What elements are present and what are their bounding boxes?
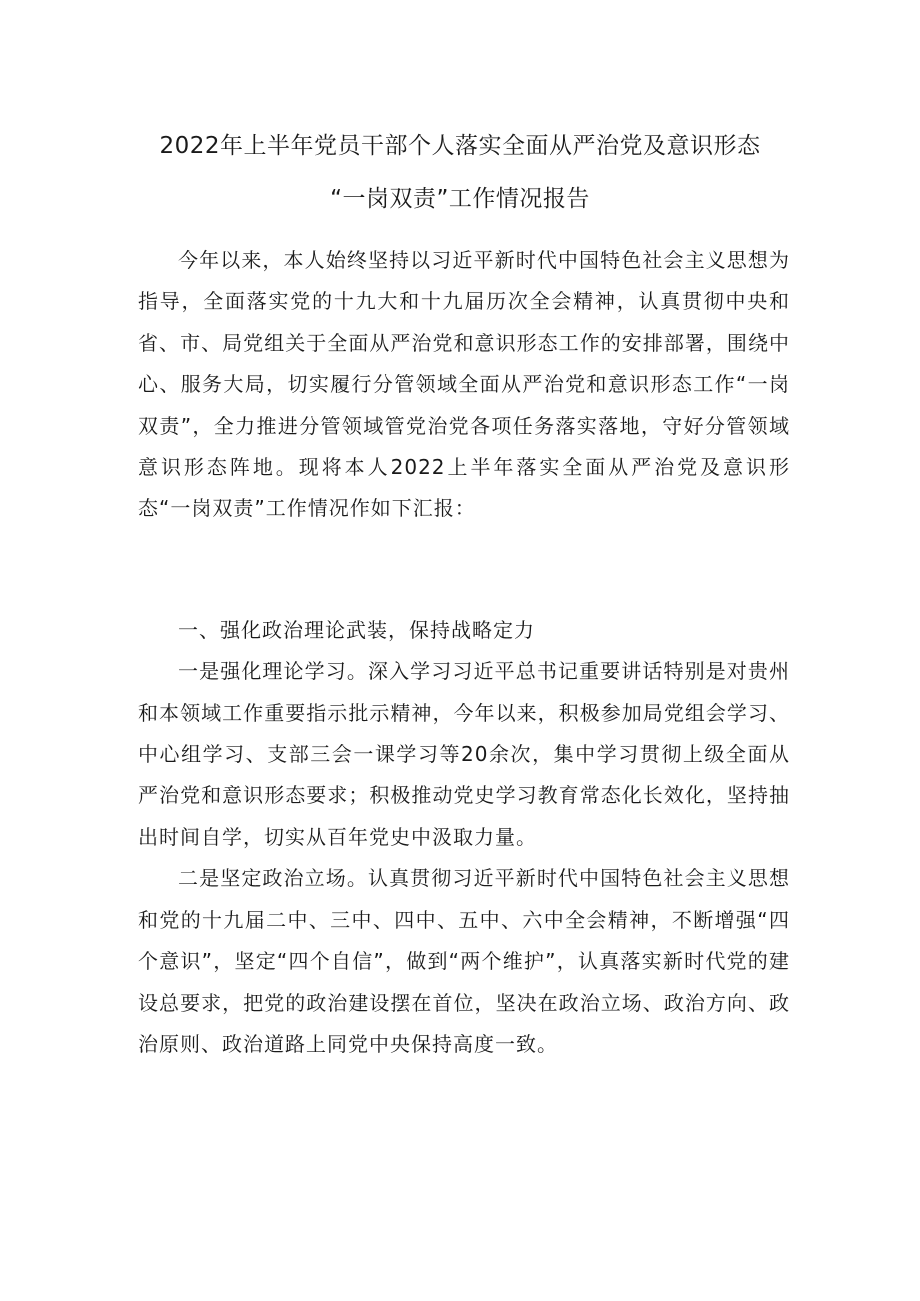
document-title-line-2: “一岗双责”工作情况报告	[330, 186, 590, 212]
document-title-line-1: 2022年上半年党员干部个人落实全面从严治党及意识形态	[159, 133, 761, 159]
section-heading: 一、强化政治理论武装，保持战略定力	[178, 617, 535, 642]
paragraph-gap	[138, 530, 790, 610]
paragraph-theory-study: 一是强化理论学习。深入学习习近平总书记重要讲话特别是对贵州和本领域工作重要指示批示精神，今年以来，积极参加局党组会学习、中心组学习、支部三会一课学习等20余次，集中学习贯彻上级全面从严治党和意识形态要求；积极推动党史学习教育常态化长效化，坚持抽出时间自学，切实从百年党史中汲取力量。	[138, 659, 790, 849]
paragraph-political-stance: 二是坚定政治立场。认真贯彻习近平新时代中国特色社会主义思想和党的十九届二中、三中、四中、五中、六中全会精神，不断增强“四个意识”，坚定“四个自信”，做到“两个维护”，认真落实新时代党的建设总要求，把党的政治建设摆在首位，坚决在政治立场、政治方向、政治原则、政治道路上同党中央保持高度一致。	[138, 866, 790, 1056]
intro-paragraph: 今年以来，本人始终坚持以习近平新时代中国特色社会主义思想为指导，全面落实党的十九大和十九届历次全会精神，认真贯彻中央和省、市、局党组关于全面从严治党和意识形态工作的安排部署，围绕中心、服务大局，切实履行分管领域全面从严治党和意识形态工作“一岗双责”，全力推进分管领域管党治党各项任务落实落地，守好分管领域意识形态阵地。现将本人2022上半年落实全面从严治党及意识形态“一岗双责”工作情况作如下汇报：	[138, 248, 790, 521]
document-body	[138, 240, 790, 1065]
